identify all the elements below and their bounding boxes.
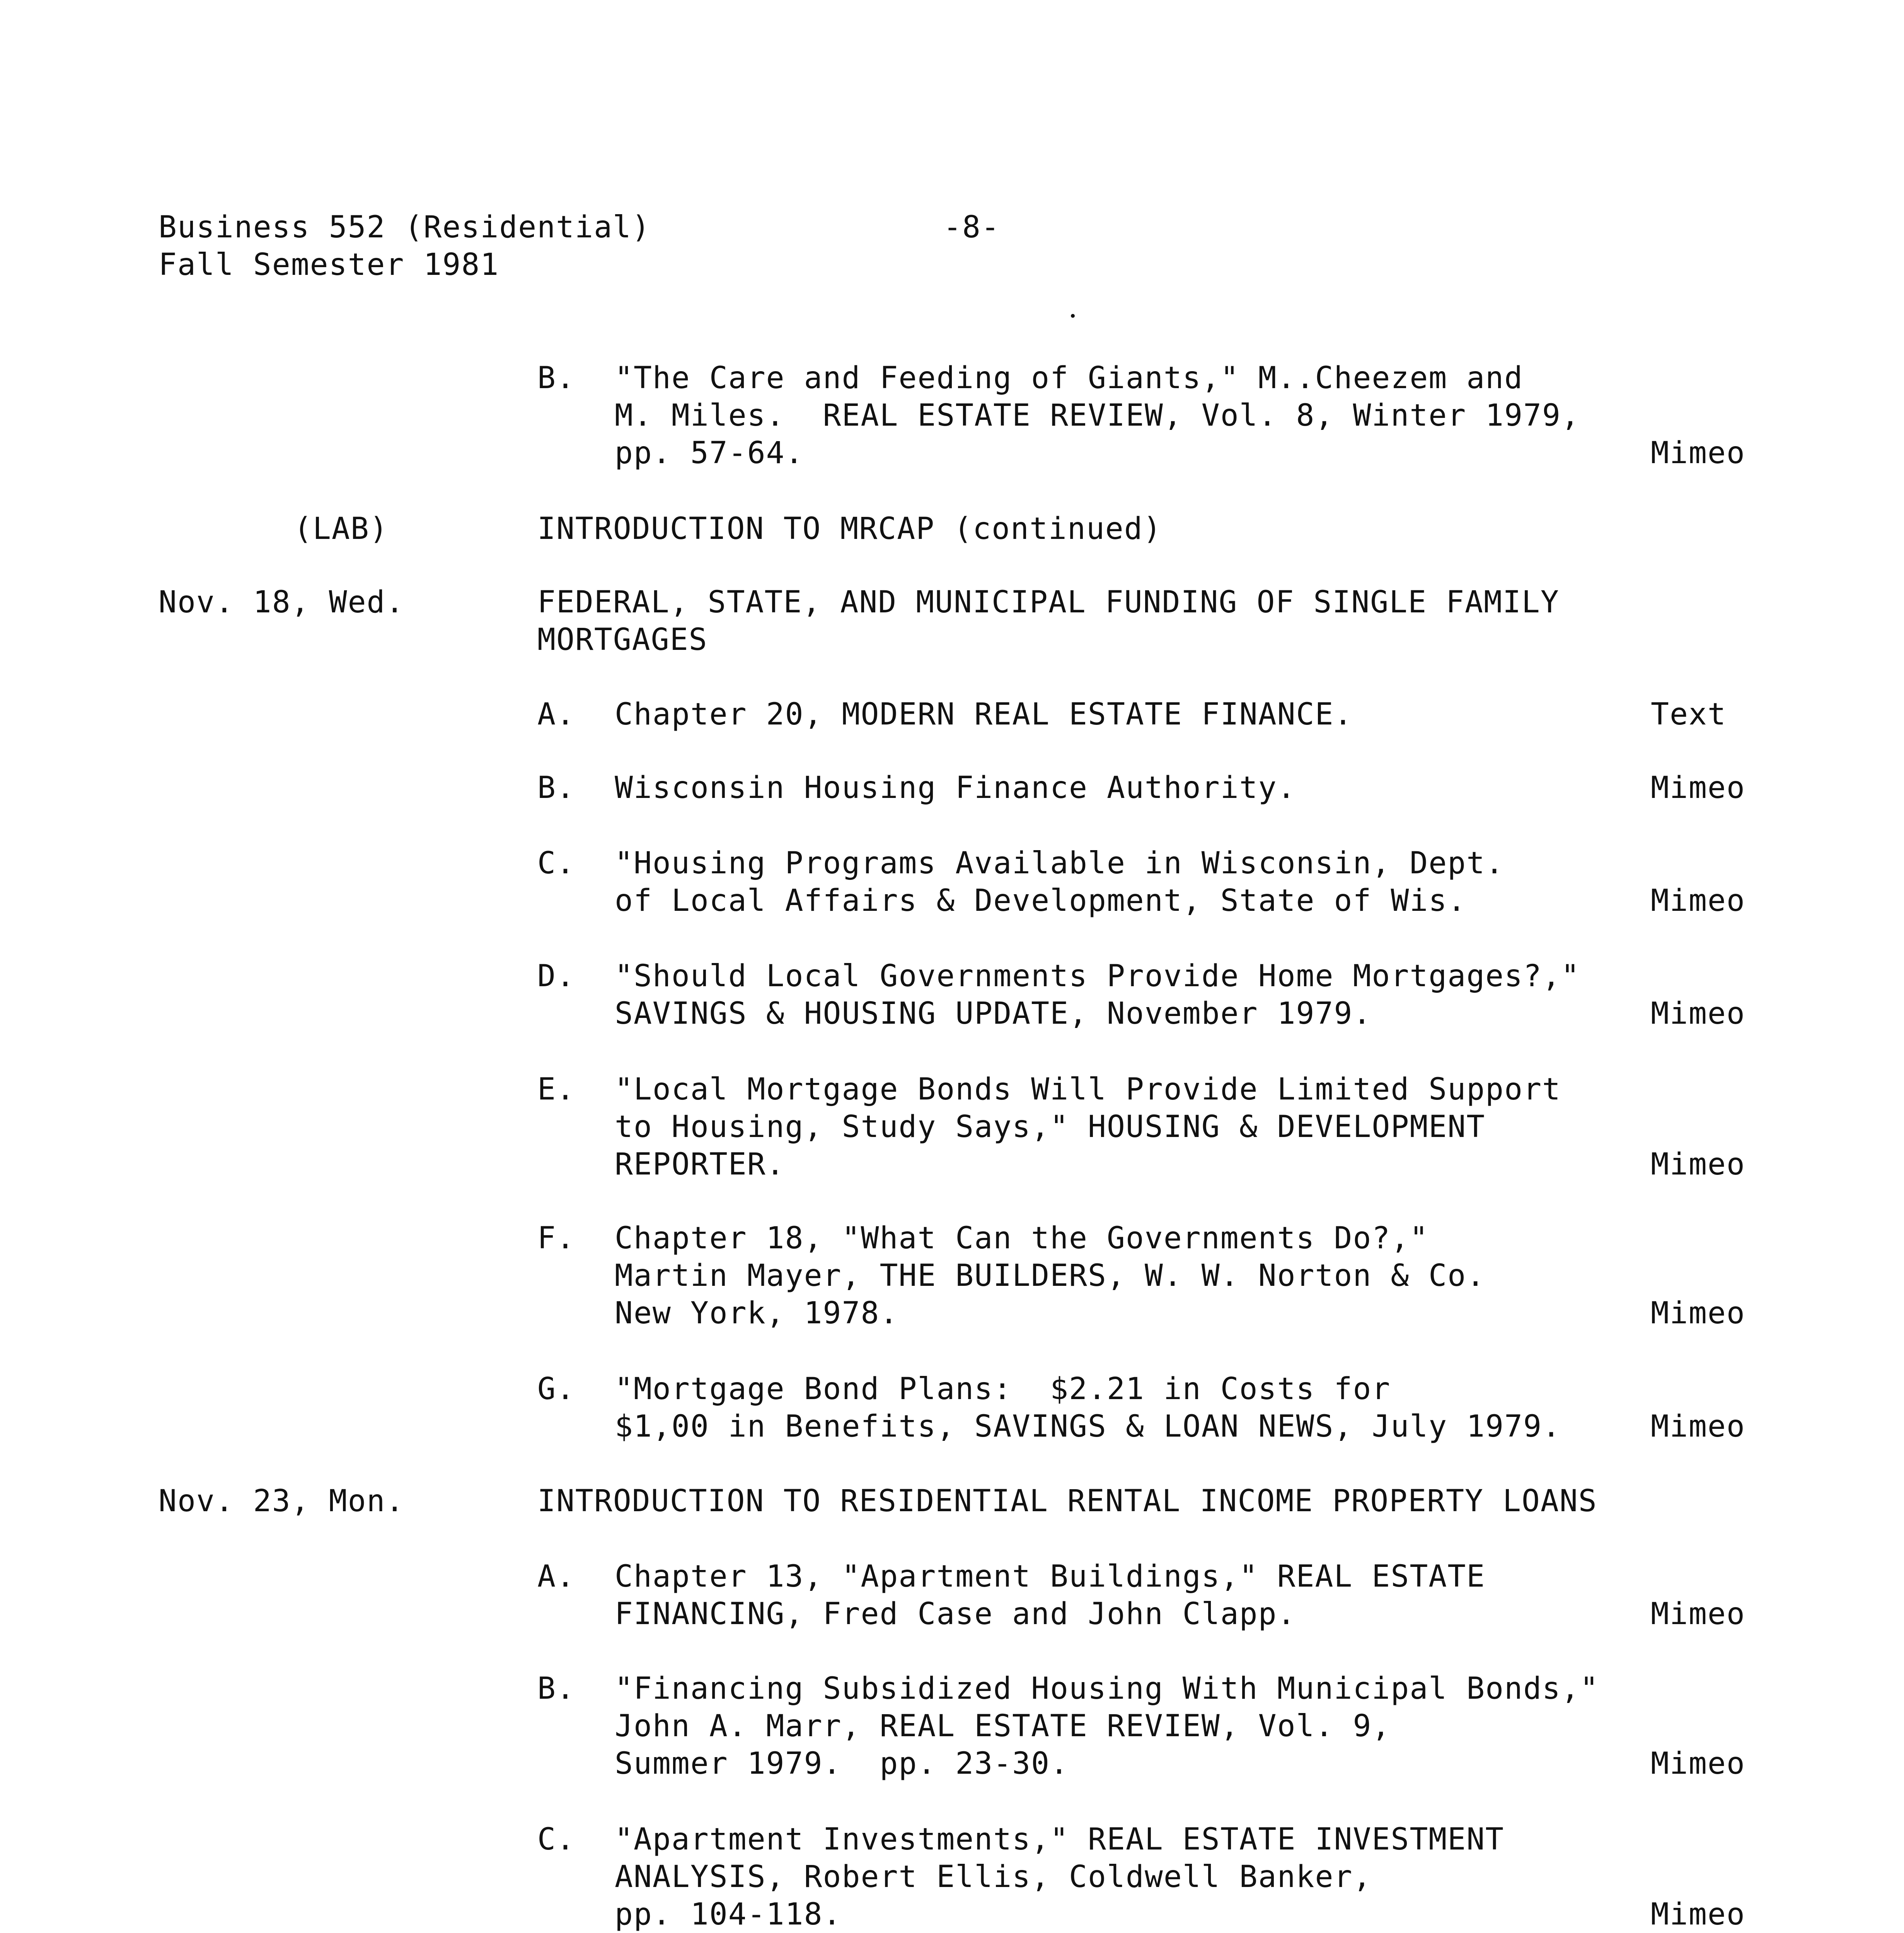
item-source: Mimeo: [1651, 436, 1745, 470]
item-source: Mimeo: [1651, 1746, 1745, 1781]
item-text-line: Chapter 18, "What Can the Governments Do?,": [615, 1221, 1429, 1256]
item-text-line: ANALYSIS, Robert Ellis, Coldwell Banker,: [615, 1860, 1372, 1894]
item-letter: B.: [537, 361, 575, 395]
item-text-line: $1,00 in Benefits, SAVINGS & LOAN NEWS, July 1979.: [615, 1409, 1561, 1444]
item-text-line: Summer 1979. pp. 23-30.: [615, 1746, 1069, 1781]
item-text-line: Martin Mayer, THE BUILDERS, W. W. Norton & Co.: [615, 1258, 1486, 1293]
item-letter: C.: [537, 1822, 575, 1857]
item-source: Text: [1651, 697, 1727, 732]
item-text-line: Chapter 20, MODERN REAL ESTATE FINANCE.: [615, 697, 1353, 732]
item-text-line: of Local Affairs & Development, State of Wis.: [615, 883, 1467, 918]
item-letter: C.: [537, 846, 575, 881]
item-text-line: pp. 57-64.: [615, 436, 804, 470]
item-letter: A.: [537, 697, 575, 732]
item-text-line: "Local Mortgage Bonds Will Provide Limited Support: [615, 1072, 1561, 1107]
item-letter: G.: [537, 1372, 575, 1406]
item-letter: F.: [537, 1221, 575, 1256]
item-source: Mimeo: [1651, 996, 1745, 1031]
item-text-line: "Apartment Investments," REAL ESTATE INVESTMENT: [615, 1822, 1505, 1857]
item-source: Mimeo: [1651, 1409, 1745, 1444]
item-text-line: M. Miles. REAL ESTATE REVIEW, Vol. 8, Winter 1979,: [615, 398, 1580, 433]
session-date: Nov. 23, Mon.: [159, 1484, 405, 1519]
session-heading: MORTGAGES: [537, 622, 708, 657]
item-text-line: New York, 1978.: [615, 1296, 899, 1331]
item-source: Mimeo: [1651, 883, 1745, 918]
item-source: Mimeo: [1651, 1296, 1745, 1331]
item-letter: B.: [537, 770, 575, 805]
item-text-line: Wisconsin Housing Finance Authority.: [615, 770, 1296, 805]
item-source: Mimeo: [1651, 770, 1745, 805]
session-heading: FEDERAL, STATE, AND MUNICIPAL FUNDING OF SINGLE FAMILY: [537, 585, 1560, 620]
item-text-line: FINANCING, Fred Case and John Clapp.: [615, 1597, 1296, 1631]
item-text-line: "Should Local Governments Provide Home Mortgages?,": [615, 959, 1580, 994]
item-source: Mimeo: [1651, 1147, 1745, 1182]
stray-mark: [1071, 314, 1075, 318]
item-letter: A.: [537, 1559, 575, 1594]
item-source: Mimeo: [1651, 1897, 1745, 1932]
item-text-line: John A. Marr, REAL ESTATE REVIEW, Vol. 9,: [615, 1709, 1391, 1744]
item-source: Mimeo: [1651, 1597, 1745, 1631]
item-letter: E.: [537, 1072, 575, 1107]
item-text-line: Chapter 13, "Apartment Buildings," REAL ESTATE: [615, 1559, 1486, 1594]
item-text-line: "Financing Subsidized Housing With Municipal Bonds,": [615, 1671, 1599, 1706]
item-text-line: pp. 104-118.: [615, 1897, 842, 1932]
semester-label: Fall Semester 1981: [159, 247, 499, 282]
lab-label: (LAB): [294, 511, 389, 546]
item-letter: D.: [537, 959, 575, 994]
item-text-line: "The Care and Feeding of Giants," M..Cheezem and: [615, 361, 1524, 395]
session-date: Nov. 18, Wed.: [159, 585, 405, 620]
item-letter: B.: [537, 1671, 575, 1706]
item-text-line: "Mortgage Bond Plans: $2.21 in Costs for: [615, 1372, 1391, 1406]
item-text-line: REPORTER.: [615, 1147, 785, 1182]
session-heading: INTRODUCTION TO MRCAP (continued): [537, 511, 1162, 546]
course-title: Business 552 (Residential): [159, 210, 651, 245]
page-number: -8-: [943, 210, 1000, 245]
item-text-line: "Housing Programs Available in Wisconsin, Dept.: [615, 846, 1505, 881]
item-text-line: SAVINGS & HOUSING UPDATE, November 1979.: [615, 996, 1372, 1031]
session-heading: INTRODUCTION TO RESIDENTIAL RENTAL INCOME PROPERTY LOANS: [537, 1484, 1597, 1519]
item-text-line: to Housing, Study Says," HOUSING & DEVELOPMENT: [615, 1110, 1486, 1144]
